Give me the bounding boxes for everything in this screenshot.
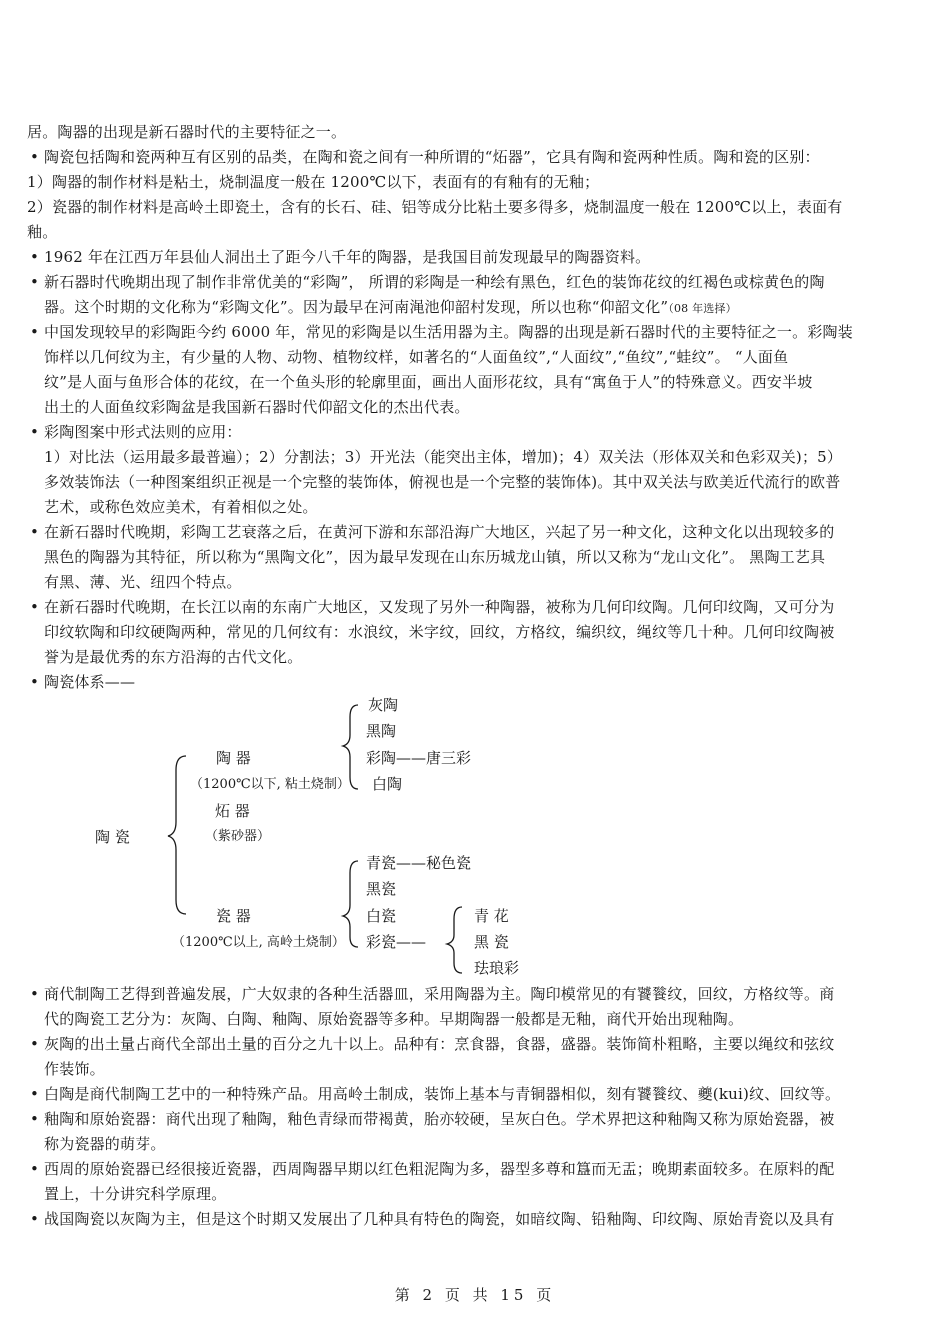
tree-porcelain-child: 彩瓷—— bbox=[366, 933, 427, 951]
porcelain-brace bbox=[343, 861, 358, 947]
text-line-content: 彩陶图案中形式法则的应用： bbox=[44, 423, 242, 441]
text-line bbox=[30, 1107, 835, 1131]
tree-porcelain-child: 青瓷——秘色瓷 bbox=[366, 854, 472, 872]
text-line-content: 灰陶的出土量占商代全部出土量的百分之九十以上。品种有：烹食器，食器，盛器。装饰简朴粗略，主要以绳纹和弦纹 bbox=[44, 1035, 835, 1053]
text-line-content: 釉。 bbox=[27, 223, 58, 241]
text-line-content: 居。陶器的出现是新石器时代的主要特征之一。 bbox=[27, 123, 347, 141]
text-line-content: 代的陶瓷工艺分为：灰陶、白陶、釉陶、原始瓷器等多种。早期陶器一般都是无釉，商代开始出现釉陶。 bbox=[44, 1010, 744, 1028]
text-line bbox=[44, 1182, 226, 1206]
text-line-content: 多效装饰法（一种图案组织正视是一个完整的装饰体，俯视也是一个完整的装饰体)。其中双关法与欧美近代流行的欧普 bbox=[44, 473, 841, 491]
colored-porcelain-brace bbox=[447, 907, 462, 973]
tree-root: 陶 瓷 bbox=[95, 828, 130, 846]
text-line-content: 誉为是最优秀的东方沿海的古代文化。 bbox=[44, 648, 303, 666]
tree-colored-child: 青 花 bbox=[474, 907, 509, 925]
text-line-content: 2）瓷器的制作材料是高岭土即瓷土，含有的长石、硅、铝等成分比粘土要多得多，烧制温度一般在 1200℃以上，表面有 bbox=[27, 198, 843, 216]
text-line-content: 作装饰。 bbox=[44, 1060, 105, 1078]
text-line-content: 出土的人面鱼纹彩陶盆是我国新石器时代仰韶文化的杰出代表。 bbox=[44, 398, 470, 416]
text-line bbox=[30, 1157, 835, 1181]
text-line bbox=[44, 1057, 105, 1081]
tree-porcelain-child: 白瓷 bbox=[366, 907, 397, 925]
text-line-content: 1）对比法（运用最多最普遍）；2）分割法；3）开光法（能突出主体，增加)；4）双关法（形体双关和色彩双关)；5） bbox=[44, 448, 843, 466]
page-footer: 第 2 页 共 15 页 bbox=[394, 1286, 556, 1304]
bullet-icon: • bbox=[30, 148, 40, 166]
tree-porcelain-note: （1200℃以上, 高岭土烧制） bbox=[172, 935, 345, 950]
text-line-content: 有黑、薄、光、纽四个特点。 bbox=[44, 573, 242, 591]
bullet-icon: • bbox=[30, 598, 40, 616]
text-line-content: 西周的原始瓷器已经很接近瓷器，西周陶器早期以红色粗泥陶为多，器型多尊和簋而无盂；晚期素面较多。在原料的配 bbox=[44, 1160, 835, 1178]
text-line-content: 1962 年在江西万年县仙人洞出土了距今八千年的陶器，是我国目前发现最早的陶器资料。 bbox=[44, 248, 651, 266]
bullet-icon: • bbox=[30, 1085, 40, 1103]
text-line-content: 在新石器时代晚期，彩陶工艺衰落之后，在黄河下游和东部沿海广大地区，兴起了另一种文化，这种文化以出现较多的 bbox=[44, 523, 835, 541]
text-line-content: 战国陶瓷以灰陶为主，但是这个时期又发展出了几种具有特色的陶瓷，如暗纹陶、铅釉陶、印纹陶、原始青瓷以及具有 bbox=[44, 1210, 835, 1228]
bullet-icon: • bbox=[30, 248, 40, 266]
text-line bbox=[30, 1207, 835, 1231]
text-line bbox=[44, 1007, 743, 1031]
bullet-icon: • bbox=[30, 1160, 40, 1178]
text-line bbox=[30, 1032, 835, 1056]
text-line-content: 陶瓷包括陶和瓷两种互有区别的品类，在陶和瓷之间有一种所谓的“炻器”，它具有陶和瓷两种性质。陶和瓷的区别： bbox=[44, 148, 820, 166]
bullet-icon: • bbox=[30, 523, 40, 541]
text-line bbox=[44, 1132, 166, 1156]
tree-colored-child: 珐琅彩 bbox=[474, 959, 520, 977]
tree-stoneware: 炻 器 bbox=[215, 802, 250, 820]
bullet-icon: • bbox=[30, 1110, 40, 1128]
text-line-content: 釉陶和原始瓷器：商代出现了釉陶，釉色青绿而带褐黄，胎亦较硬，呈灰白色。学术界把这种釉陶又称为原始瓷器，被 bbox=[44, 1110, 835, 1128]
text-line-content: 置上，十分讲究科学原理。 bbox=[44, 1185, 227, 1203]
tree-pottery-child: 白陶 bbox=[372, 775, 403, 793]
text-line-content: 中国发现较早的彩陶距今约 6000 年，常见的彩陶是以生活用器为主。陶器的出现是新石器时代的主要特征之一。彩陶装 bbox=[44, 323, 853, 341]
bullet-icon: • bbox=[30, 673, 40, 691]
bullet-icon: • bbox=[30, 323, 40, 341]
bullet-icon: • bbox=[30, 273, 40, 291]
text-line-content: 在新石器时代晚期，在长江以南的东南广大地区，又发现了另外一种陶器，被称为几何印纹陶。几何印纹陶，又可分为 bbox=[44, 598, 835, 616]
text-line-content: 黑色的陶器为其特征，所以称为“黑陶文化”，因为最早发现在山东历城龙山镇，所以又称为“龙山文化”。 黑陶工艺具 bbox=[44, 548, 826, 566]
text-line-content: 饰样以几何纹为主，有少量的人物、动物、植物纹样，如著名的“人面鱼纹”,“人面纹”,“鱼纹”,“蛙纹”。 “人面鱼 bbox=[44, 348, 789, 366]
text-line-content: 印纹软陶和印纹硬陶两种，常见的几何纹有：水浪纹，米字纹，回纹，方格纹，编织纹，绳纹等几十种。几何印纹陶被 bbox=[44, 623, 835, 641]
root-brace bbox=[168, 756, 186, 914]
tree-pottery-note: （1200℃以下, 粘土烧制） bbox=[190, 777, 350, 792]
text-line-content: 纹”是人面与鱼形合体的花纹，在一个鱼头形的轮廓里面，画出人面形花纹，具有“寓鱼于人”的特殊意义。西安半坡 bbox=[44, 373, 813, 391]
text-line-content: 商代制陶工艺得到普遍发展，广大奴隶的各种生活器皿，采用陶器为主。陶印模常见的有饕餮纹，回纹，方格纹等。商 bbox=[44, 985, 835, 1003]
text-line-content: 白陶是商代制陶工艺中的一种特殊产品。用高岭土制成，装饰上基本与青铜器相似，刻有饕餮纹、夔(kui)纹、回纹等。 bbox=[44, 1085, 841, 1103]
tree-porcelain-child: 黑瓷 bbox=[366, 880, 397, 898]
tree-stoneware-note: （紫砂器） bbox=[205, 829, 271, 844]
text-line-content: 新石器时代晚期出现了制作非常优美的“彩陶”， 所谓的彩陶是一种绘有黑色，红色的装饰花纹的红褐色或棕黄色的陶 bbox=[44, 273, 825, 291]
tree-pottery-child: 彩陶——唐三彩 bbox=[366, 749, 472, 767]
bullet-icon: • bbox=[30, 1035, 40, 1053]
text-line-content: 1）陶器的制作材料是粘土，烧制温度一般在 1200℃以下，表面有的有釉有的无釉； bbox=[27, 173, 600, 191]
text-line-content: 器。这个时期的文化称为“彩陶文化”。因为最早在河南渑池仰韶村发现，所以也称“仰韶文化” bbox=[44, 298, 669, 316]
bullet-icon: • bbox=[30, 985, 40, 1003]
bullet-icon: • bbox=[30, 1210, 40, 1228]
text-line bbox=[30, 982, 835, 1006]
tree-pottery-child: 灰陶 bbox=[368, 696, 399, 714]
bullet-icon: • bbox=[30, 423, 40, 441]
text-line-content: 陶瓷体系—— bbox=[44, 673, 136, 691]
exam-note: （08 年选择） bbox=[668, 302, 737, 315]
tree-colored-child: 黑 瓷 bbox=[474, 933, 509, 951]
text-line bbox=[30, 1082, 841, 1106]
tree-pottery-child: 黑陶 bbox=[366, 722, 397, 740]
text-line-content: 艺术，或称色效应美术，有着相似之处。 bbox=[44, 498, 318, 516]
tree-pottery: 陶 器 bbox=[216, 749, 251, 767]
tree-porcelain: 瓷 器 bbox=[216, 907, 251, 925]
text-line-content: 称为瓷器的萌芽。 bbox=[44, 1135, 166, 1153]
